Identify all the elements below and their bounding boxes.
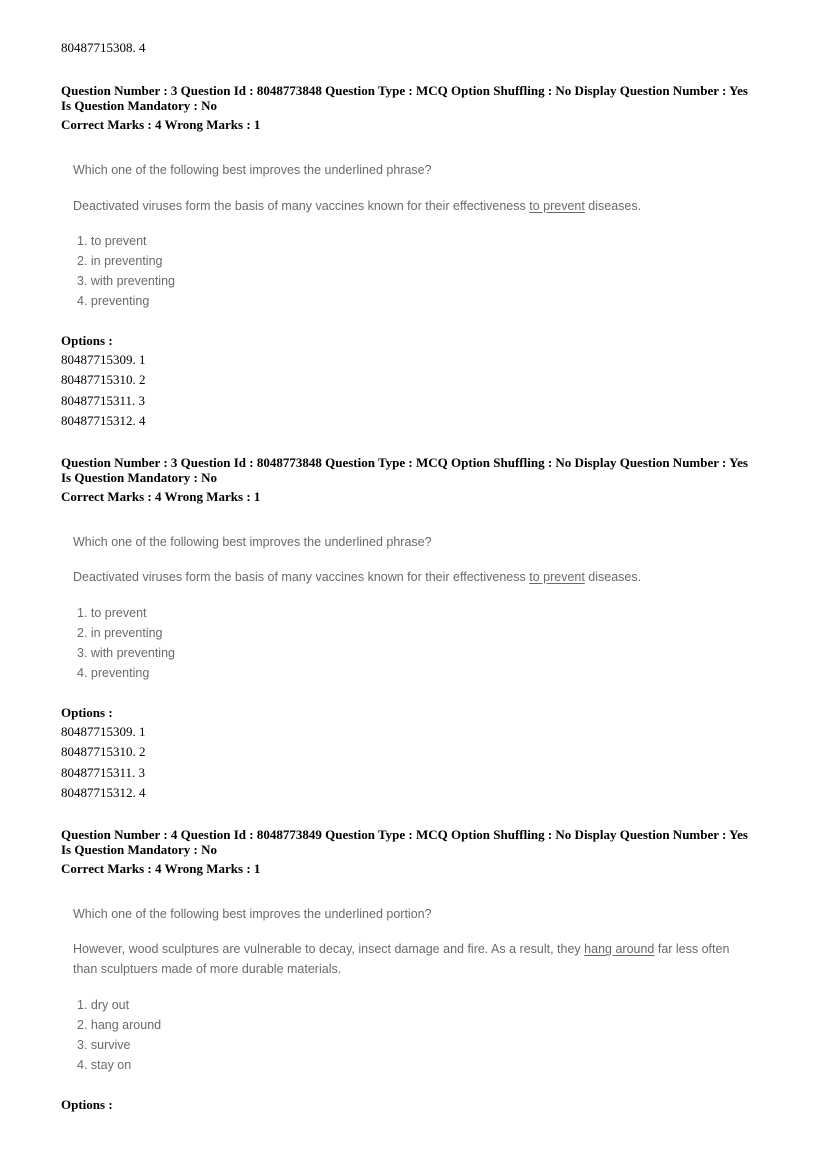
underlined-phrase: hang around xyxy=(584,942,655,956)
question-mandatory: Is Question Mandatory : No xyxy=(61,98,218,113)
question-header-2 xyxy=(61,455,771,485)
question-marks: Correct Marks : 4 Wrong Marks : 1 xyxy=(61,489,261,504)
option-line: 80487715309. 1 xyxy=(61,724,146,739)
question-prompt: Which one of the following best improves the underlined phrase? xyxy=(73,535,432,549)
choice-list xyxy=(73,603,641,683)
choice-item: 4. stay on xyxy=(77,1058,132,1072)
question-image-1 xyxy=(73,163,641,311)
choice-item: 4. preventing xyxy=(77,666,150,680)
question-mandatory: Is Question Mandatory : No xyxy=(61,842,218,857)
question-image-2 xyxy=(73,535,641,683)
option-line: 80487715310. 2 xyxy=(61,372,146,387)
question-sentence: Deactivated viruses form the basis of many vaccines known for their effectiveness to prevent diseases. xyxy=(73,199,642,213)
choice-item: 2. in preventing xyxy=(77,254,163,268)
underlined-phrase: to prevent xyxy=(529,570,585,584)
question-header-line1: Question Number : 3 Question Id : 8048773848 Question Type : MCQ Option Shuffling : No Display Question Number : Yes xyxy=(61,83,748,98)
choice-item: 2. hang around xyxy=(77,1018,162,1032)
underlined-phrase: to prevent xyxy=(529,199,585,213)
choice-list xyxy=(73,231,641,311)
question-header-3 xyxy=(61,827,771,857)
question-marks: Correct Marks : 4 Wrong Marks : 1 xyxy=(61,861,261,876)
choice-item: 1. to prevent xyxy=(77,606,147,620)
options-heading: Options : xyxy=(61,333,113,348)
top-option-line: 80487715308. 4 xyxy=(61,40,146,55)
choice-item: 3. with preventing xyxy=(77,646,175,660)
choice-item: 3. survive xyxy=(77,1038,131,1052)
choice-item: 3. with preventing xyxy=(77,274,175,288)
question-header-line1: Question Number : 4 Question Id : 8048773849 Question Type : MCQ Option Shuffling : No Display Question Number : Yes xyxy=(61,827,748,842)
option-line: 80487715311. 3 xyxy=(61,765,146,780)
option-line: 80487715312. 4 xyxy=(61,413,146,428)
question-header-line1: Question Number : 3 Question Id : 8048773848 Question Type : MCQ Option Shuffling : No Display Question Number : Yes xyxy=(61,455,748,470)
question-prompt: Which one of the following best improves the underlined phrase? xyxy=(73,163,432,177)
choice-item: 4. preventing xyxy=(77,294,150,308)
option-line: 80487715311. 3 xyxy=(61,393,146,408)
choice-item: 2. in preventing xyxy=(77,626,163,640)
question-sentence: However, wood sculptures are vulnerable to decay, insect damage and fire. As a result, they hang around far less often xyxy=(73,942,730,956)
choice-list xyxy=(73,995,729,1075)
question-header-1 xyxy=(61,83,771,113)
choice-item: 1. to prevent xyxy=(77,234,147,248)
options-heading: Options : xyxy=(61,705,113,720)
choice-item: 1. dry out xyxy=(77,998,130,1012)
question-prompt: Which one of the following best improves the underlined portion? xyxy=(73,907,432,921)
options-heading: Options : xyxy=(61,1097,113,1112)
question-sentence: Deactivated viruses form the basis of many vaccines known for their effectiveness to prevent diseases. xyxy=(73,570,642,584)
question-image-3 xyxy=(73,907,729,1075)
option-line: 80487715309. 1 xyxy=(61,352,146,367)
option-line: 80487715312. 4 xyxy=(61,785,146,800)
question-marks: Correct Marks : 4 Wrong Marks : 1 xyxy=(61,117,261,132)
question-sentence-continued: than sculptuers made of more durable materials. xyxy=(73,962,342,976)
option-line: 80487715310. 2 xyxy=(61,744,146,759)
question-mandatory: Is Question Mandatory : No xyxy=(61,470,218,485)
